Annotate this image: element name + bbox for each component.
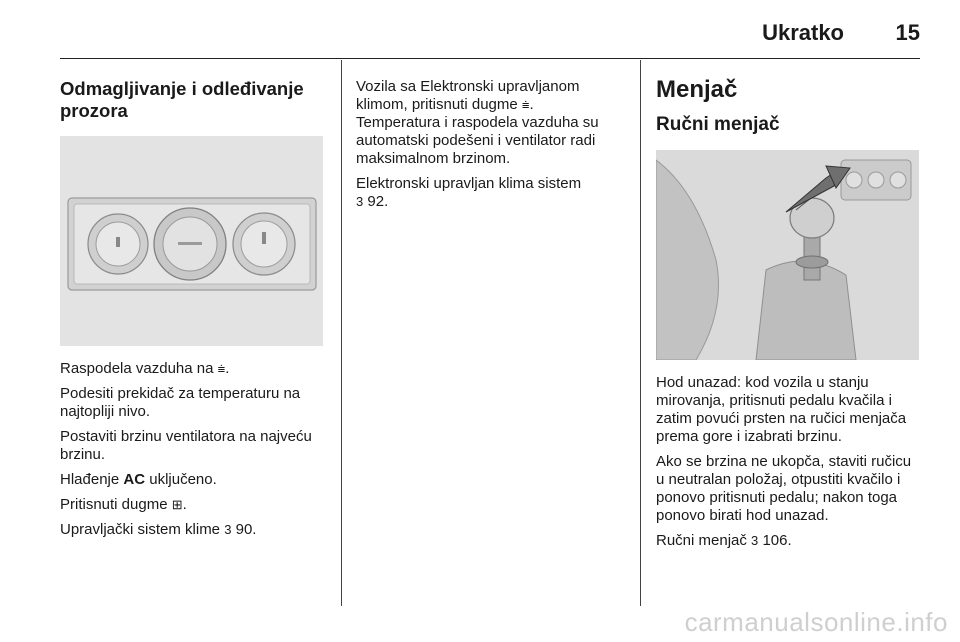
text: Ručni menjač <box>656 532 752 549</box>
column-right <box>656 60 921 557</box>
air-distribution-knob <box>233 213 295 275</box>
section-heading: Odmagljivanje i odleđivanje prozora <box>60 78 304 121</box>
page-header <box>60 18 920 59</box>
column-divider <box>640 60 641 606</box>
text: . <box>529 96 534 113</box>
ac-label: AC <box>123 471 146 488</box>
paragraph: Temperatura i raspodela vazduha su automatski podešeni i ventilator radi maksimalnom brzinom. <box>356 114 599 167</box>
header-title: Ukratko <box>762 20 844 45</box>
paragraph: Elektronski upravljan klima sistem <box>356 175 582 192</box>
page-reference-icon: 3 <box>224 522 232 537</box>
paragraph: Postaviti brzinu ventilatora na najveću brzinu. <box>60 428 312 463</box>
paragraph <box>356 78 626 114</box>
text: uključeno. <box>145 471 217 488</box>
column-middle <box>356 60 626 218</box>
page-number: 15 <box>895 20 920 45</box>
gear-shift-illustration <box>656 150 919 360</box>
text: Vozila sa Elektronski upravljanom klimom, pritisnuti dugme <box>356 78 580 113</box>
watermark: carmanualsonline.info <box>684 607 948 637</box>
paragraph: Hod unazad: kod vozila u stanju mirovanja, pritisnuti pedalu kvačila i zatim povući prsten na ručici menjača prema gore i izabrati brzinu. <box>656 374 907 445</box>
text: . <box>182 496 187 513</box>
paragraph: Podesiti prekidač za temperaturu na najtopliji nivo. <box>60 385 301 420</box>
page-reference: 90. <box>231 521 257 538</box>
page-reference: 106. <box>758 532 792 549</box>
rear-defrost-icon: ⊞ <box>171 497 183 512</box>
text: Upravljački sistem klime <box>60 521 225 538</box>
text: Hlađenje <box>60 471 124 488</box>
paragraph <box>60 496 325 514</box>
column-divider <box>341 60 342 606</box>
climate-knobs-figure <box>60 136 323 346</box>
text: . <box>225 360 230 377</box>
page-reference-icon: 3 <box>356 194 364 209</box>
fan-speed-knob <box>154 208 226 280</box>
temperature-knob <box>88 214 148 274</box>
page-reference-icon: 3 <box>751 533 759 548</box>
paragraph <box>656 532 921 550</box>
paragraph: Ako se brzina ne ukopča, staviti ručicu u neutralan položaj, otpustiti kvačilo i ponovo pritisnuti pedalu; nakon toga ponovo birati hod unazad. <box>656 453 912 524</box>
climate-controls-illustration <box>60 136 323 346</box>
paragraph <box>356 193 626 211</box>
defrost-icon: ⩧ <box>217 361 226 376</box>
text: Pritisnuti dugme <box>60 496 172 513</box>
subsection-heading: Ručni menjač <box>656 114 780 135</box>
page-reference: 92. <box>363 193 389 210</box>
section-heading: Menjač <box>656 76 738 103</box>
paragraph <box>60 521 325 539</box>
column-left <box>60 60 325 546</box>
paragraph <box>60 360 325 378</box>
text: Raspodela vazduha na <box>60 360 218 377</box>
gear-lever-figure <box>656 150 919 360</box>
paragraph <box>60 471 325 489</box>
defrost-icon: ⩧ <box>521 97 530 112</box>
